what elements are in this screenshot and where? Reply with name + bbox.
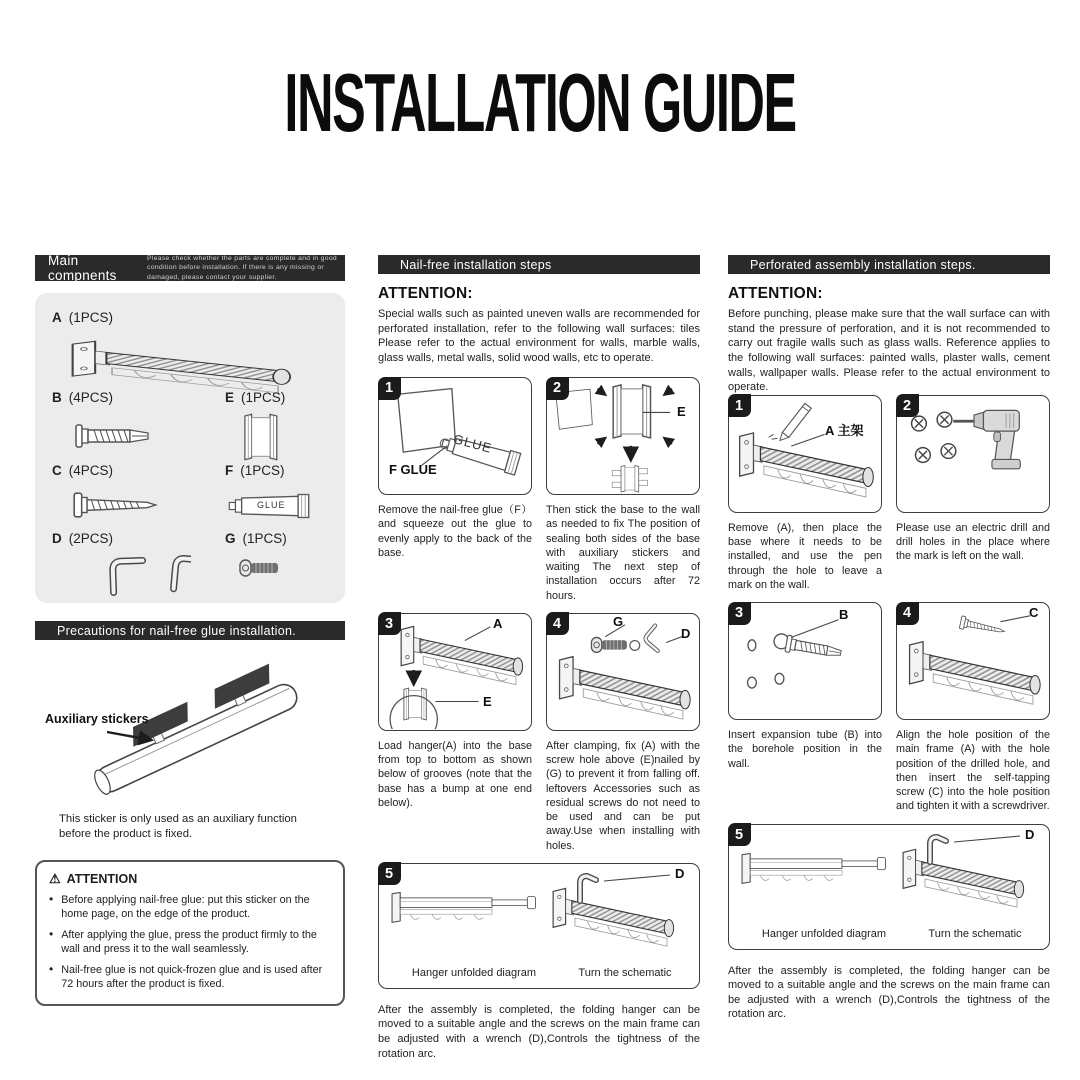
part-e <box>225 390 285 405</box>
self-tapping-screw-icon <box>67 490 165 520</box>
perforated-step-4 <box>896 602 1050 824</box>
step-number-badge: 1 <box>378 377 401 400</box>
step-number-badge: 3 <box>378 612 401 635</box>
warning-triangle-icon: ⚠ <box>49 870 61 886</box>
expansion-anchor-icon <box>65 418 161 454</box>
step-number-badge: 4 <box>896 602 919 625</box>
load-hanger-drawing <box>380 615 530 729</box>
main-components-title: Main compnents <box>48 253 117 283</box>
step-number-badge: 5 <box>378 862 401 885</box>
perforated-step-3 <box>728 602 882 824</box>
glue-tube-big-text: GLUE <box>451 431 494 456</box>
sticker-note-text: This sticker is only used as an auxiliary function before the product is fixed. <box>59 813 297 841</box>
step-2-caption: Please use an electric drill and drill holes in the place where the mark is left on the wall. <box>896 521 1050 563</box>
nail-free-step-3 <box>378 613 532 863</box>
attention-list <box>49 893 331 991</box>
step-box-1 <box>378 377 532 495</box>
step-number-badge: 2 <box>896 394 919 417</box>
label-d: D <box>681 625 691 641</box>
turn-caption: Turn the schematic <box>928 927 1022 940</box>
page-title-wrap <box>0 54 1080 149</box>
main-components-note: Please check whether the parts are complete and in good condition before installation. If there is any missing or damaged, please contact your supplier. <box>147 255 337 281</box>
step-box-3 <box>378 613 532 731</box>
part-f-label: F (1PCS) <box>225 463 285 478</box>
allen-wrenches-icon <box>61 555 191 597</box>
perforated-attention <box>728 285 1050 395</box>
self-tapping-screw-drawing <box>898 604 1048 718</box>
part-g <box>225 531 287 546</box>
part-c <box>52 463 113 478</box>
perforated-title: Perforated assembly installation steps. <box>750 257 976 272</box>
expansion-tube-drawing <box>730 604 880 718</box>
main-components-section <box>35 255 345 1006</box>
part-a <box>52 310 113 325</box>
precautions-header-bar <box>35 621 345 640</box>
page-title: INSTALLATION GUIDE <box>284 55 796 149</box>
perforated-step-1 <box>728 395 882 602</box>
perforated-step-2 <box>896 395 1050 602</box>
attention-item: • Before applying nail-free glue: put this sticker on the home page, on the edge of the product. <box>49 891 310 920</box>
part-d <box>52 531 113 546</box>
attention-item: • Nail-free glue is not quick-frozen glue and is used after 72 hours after the product is fixed. <box>49 961 323 990</box>
step-5-drawing <box>730 826 1048 922</box>
part-g-label: G (1PCS) <box>225 531 287 546</box>
step-1-caption: Remove the nail-free glue（F）and squeeze out the glue to evenly apply to the back of the base. <box>378 504 532 559</box>
bullet-icon: • <box>49 891 54 906</box>
attention-heading: ATTENTION: <box>728 285 823 302</box>
part-a-label: A (1PCS) <box>52 310 114 325</box>
step-number-badge: 5 <box>728 823 751 846</box>
attention-box-title <box>49 871 331 887</box>
step-number-badge: 2 <box>546 377 569 400</box>
perforated-section <box>728 255 1050 1022</box>
label-g: G <box>613 613 624 629</box>
perforated-header-bar <box>728 255 1050 274</box>
machine-screw-icon <box>237 557 283 579</box>
label-f-glue: F GLUE <box>389 462 437 477</box>
part-d-label: D (2PCS) <box>52 531 114 546</box>
precautions-title: Precautions for nail-free glue installation. <box>57 623 297 638</box>
step-box-2 <box>896 395 1050 513</box>
auxiliary-sticker-illustration <box>35 640 345 808</box>
base-to-wall-drawing <box>548 379 698 493</box>
step-box-4 <box>546 613 700 731</box>
bullet-icon: • <box>49 926 54 941</box>
perforated-step-5 <box>728 824 1050 950</box>
nail-free-step-1 <box>378 377 532 613</box>
nail-free-title: Nail-free installation steps <box>400 257 552 272</box>
nail-free-step-5 <box>378 863 700 989</box>
part-c-label: C (4PCS) <box>52 463 114 478</box>
unfolded-caption: Hanger unfolded diagram <box>411 966 537 979</box>
attention-paragraph: Before punching, please make sure that the wall surface can with stand the pressure of perforation, and it is not recommended to carry out fragile walls such as glass walls. Reference applies to the following wall surfaces: painted walls, plaster walls, cement walls, wallpaper walls. Please refer to the actual environment to operate. <box>728 308 1050 394</box>
attention-box <box>35 860 345 1006</box>
label-d: D <box>1025 826 1035 842</box>
auxiliary-stickers-label: Auxiliary stickers <box>45 712 149 726</box>
base-bracket-icon <box>235 411 285 463</box>
label-e: E <box>677 404 686 419</box>
nail-free-step-4 <box>546 613 700 863</box>
perforated-steps-row1 <box>728 395 1050 824</box>
nail-free-step-2 <box>546 377 700 613</box>
nail-free-steps-row1 <box>378 377 700 863</box>
hanger-frame-icon <box>67 333 295 397</box>
step-3-caption: Insert expansion tube (B) into the borehole position in the wall. <box>728 729 882 770</box>
perforated-footer: After the assembly is completed, the folding hanger can be moved to a suitable angle and the screws on the main frame can be adjusted with a wrench (D),Controls the tightness of the rotation arc. <box>728 964 1050 1021</box>
part-b-label: B (4PCS) <box>52 390 114 405</box>
glue-tube-text: GLUE <box>257 500 286 510</box>
step-box-1 <box>728 395 882 513</box>
step-1-caption: Remove (A), then place the base where it needs to be installed, and use the pen through the hole to leave a mark on the wall. <box>728 521 882 591</box>
label-c: C <box>1029 605 1039 620</box>
step-number-badge: 1 <box>728 394 751 417</box>
step-5-drawing <box>380 865 698 961</box>
attention-heading: ATTENTION: <box>378 285 473 302</box>
step-box-4 <box>896 602 1050 720</box>
label-d: D <box>675 865 685 881</box>
main-components-header-bar <box>35 255 345 281</box>
step-4-caption: Align the hole position of the main frame (A) with the hole position of the drilled hole, and then insert the self-tapping screw (C) into the hole position and tighten it with a screwdriver. <box>896 729 1050 813</box>
step-box-2 <box>546 377 700 495</box>
drill-holes-drawing <box>898 397 1048 511</box>
nail-free-header-bar <box>378 255 700 274</box>
label-a-mainframe: A 主架 <box>825 422 864 438</box>
label-b: B <box>839 607 849 622</box>
part-e-label: E (1PCS) <box>225 390 286 405</box>
step-3-caption: Load hanger(A) into the base from top to bottom as shown below of grooves (note that the base has a bump at one end below). <box>378 739 532 809</box>
mark-wall-drawing <box>730 397 880 511</box>
turn-caption: Turn the schematic <box>578 966 672 979</box>
parts-panel <box>35 293 345 603</box>
label-a: A <box>493 615 503 631</box>
step-box-5 <box>378 863 700 989</box>
nail-free-footer: After the assembly is completed, the folding hanger can be moved to a suitable angle and the screws on the main frame can be adjusted with a wrench (D),Controls the tightness of the rotation arc. <box>378 1003 700 1060</box>
nail-free-section <box>378 255 700 1061</box>
attention-box-title-text: ATTENTION <box>66 871 138 886</box>
bullet-icon: • <box>49 961 54 976</box>
unfolded-caption: Hanger unfolded diagram <box>761 927 887 940</box>
step-box-3 <box>728 602 882 720</box>
part-b <box>52 390 113 405</box>
attention-item: • After applying the glue, press the product firmly to the wall and press it to the wall seamlessly. <box>49 926 317 955</box>
step-2-caption: Then stick the base to the wall as needed to fix The position of sealing both sides of the base with auxiliary stickers and waiting The next step of installation occurs after 72 hours. <box>546 504 700 602</box>
fix-screw-drawing <box>548 615 698 729</box>
step-number-badge: 3 <box>728 602 751 625</box>
label-e: E <box>483 693 492 709</box>
step-4-caption: After clamping, fix (A) with the screw hole above (E)nailed by (G) to prevent it from falling off. leftovers Accessories such as residual screws do not need to be used and can be put away.Use when installing with holes. <box>546 739 700 852</box>
step-number-badge: 4 <box>546 612 569 635</box>
attention-paragraph: Special walls such as painted uneven walls are recommended for perforated installation, refer to the following wall surfaces: tiles Please refer to the actual environment for walls, marble walls, glass walls, metal walls, solid wood walls, etc to operate. <box>378 308 700 364</box>
nail-free-attention <box>378 285 700 377</box>
part-f <box>225 463 285 478</box>
step-box-5 <box>728 824 1050 950</box>
